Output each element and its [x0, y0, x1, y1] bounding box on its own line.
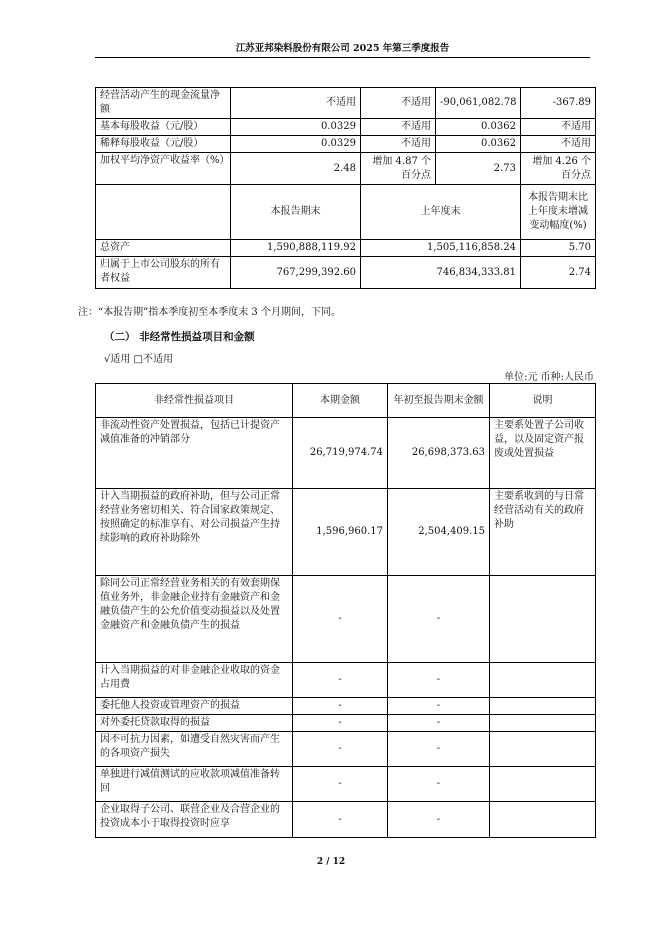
cell-value: -: [388, 698, 490, 715]
row-label: 非流动性资产处置损益，包括已计提资产减值准备的冲销部分: [96, 418, 293, 489]
row-label: 稀释每股收益（元/股）: [96, 136, 231, 153]
cell-value: -: [293, 802, 388, 838]
cell-value: -: [293, 715, 388, 732]
table-row: [96, 802, 596, 838]
cell-value: 5.70: [521, 240, 596, 257]
table-row: [96, 489, 596, 576]
column-header: 本期金额: [293, 384, 388, 418]
cell-value: 不适用: [361, 88, 436, 119]
cell-description: 主要系收到的与日常经营活动有关的政府补助: [490, 489, 596, 576]
row-label: 除同公司正常经营业务相关的有效套期保值业务外，非金融企业持有金融资产和金融负债产生的公允价值变动损益以及处置金融资产和金融负债产生的损益: [96, 576, 293, 663]
table-row: [96, 418, 596, 489]
column-header: 年初至报告期末金额: [388, 384, 490, 418]
cell-description: [490, 732, 596, 767]
table-row: [96, 576, 596, 663]
row-label: 对外委托贷款取得的损益: [96, 715, 293, 732]
row-label: 经营活动产生的现金流量净额: [96, 88, 231, 119]
header-rule: [95, 57, 590, 58]
footnote: 注：“本报告期”指本季度初至本季度末 3 个月期间，下同。: [78, 307, 341, 318]
row-label: 基本每股收益（元/股）: [96, 119, 231, 136]
cell-value: 2,504,409.15: [388, 489, 490, 576]
table-row: [96, 698, 596, 715]
cell-value: -: [293, 698, 388, 715]
page-header: 江苏亚邦染料股份有限公司 2025 年第三季度报告: [235, 43, 450, 54]
cell-value: 2.73: [436, 153, 521, 185]
cell-value: 26,719,974.74: [293, 418, 388, 489]
cell-value: -: [293, 576, 388, 663]
cell-value: -: [388, 715, 490, 732]
cell-value: 767,299,392.60: [231, 257, 361, 289]
cell-value: 不适用: [521, 136, 596, 153]
cell-value: -: [293, 663, 388, 698]
cell-value: 0.0362: [436, 136, 521, 153]
cell-value: -: [388, 576, 490, 663]
row-label: 总资产: [96, 240, 231, 257]
cell-value: -367.89: [521, 88, 596, 119]
column-header: 非经常性损益项目: [96, 384, 293, 418]
table-row: [96, 257, 596, 289]
row-label: 加权平均净资产收益率（%）: [96, 153, 231, 185]
table-row: [96, 119, 596, 136]
cell-value: 0.0329: [231, 136, 361, 153]
row-label: 企业取得子公司、联营企业及合营企业的投资成本小于取得投资时应享: [96, 802, 293, 838]
table-row: [96, 663, 596, 698]
cell-value: 2.48: [231, 153, 361, 185]
cell-description: [490, 715, 596, 732]
row-label: 委托他人投资或管理资产的损益: [96, 698, 293, 715]
cell-description: [490, 802, 596, 838]
cell-value: 不适用: [231, 88, 361, 119]
table-row: [96, 240, 596, 257]
table-row: [96, 88, 596, 119]
cell-value: 0.0329: [231, 119, 361, 136]
section-title: （二） 非经常性损益项目和金额: [104, 331, 255, 343]
cell-value: -90,061,082.78: [436, 88, 521, 119]
cell-value: 0.0362: [436, 119, 521, 136]
table-row: [96, 732, 596, 767]
column-header: 说明: [490, 384, 596, 418]
applicability-checkbox-line: √适用 □不适用: [104, 354, 173, 365]
cell-value: 26,698,373.63: [388, 418, 490, 489]
cell-value: 1,596,960.17: [293, 489, 388, 576]
row-label: 单独进行减值测试的应收款项减值准备转回: [96, 767, 293, 802]
column-header: 上年度末: [361, 185, 521, 240]
table-header-row: [96, 384, 596, 418]
empty-cell: [96, 185, 231, 240]
row-label: 计入当期损益的政府补助，但与公司正常经营业务密切相关、符合国家政策规定、按照确定的标准享有、对公司损益产生持续影响的政府补助除外: [96, 489, 293, 576]
cell-value: 1,590,888,119.92: [231, 240, 361, 257]
cell-value: -: [388, 732, 490, 767]
column-header: 本报告期末比上年度末增减变动幅度(%): [521, 185, 596, 240]
row-label: 归属于上市公司股东的所有者权益: [96, 257, 231, 289]
cell-description: [490, 698, 596, 715]
cell-value: -: [388, 663, 490, 698]
cell-value: 增加 4.87 个百分点: [361, 153, 436, 185]
cell-value: -: [388, 767, 490, 802]
table-row: [96, 153, 596, 185]
cell-value: -: [293, 767, 388, 802]
cell-value: 1,505,116,858.24: [361, 240, 521, 257]
cell-value: 2.74: [521, 257, 596, 289]
column-header: 本报告期末: [231, 185, 361, 240]
row-label: 计入当期损益的对非金融企业收取的资金占用费: [96, 663, 293, 698]
table-row: [96, 767, 596, 802]
cell-value: 增加 4.26 个百分点: [521, 153, 596, 185]
table-subheader-row: [96, 185, 596, 240]
cell-description: [490, 767, 596, 802]
table-row: [96, 715, 596, 732]
non-recurring-items-table: [95, 383, 596, 838]
cell-description: [490, 576, 596, 663]
cell-value: -: [293, 732, 388, 767]
cell-description: [490, 663, 596, 698]
page-number: 2 / 12: [316, 857, 346, 867]
cell-value: -: [388, 802, 490, 838]
financial-indicators-table: [95, 87, 596, 289]
cell-description: 主要系处置子公司收益，以及固定资产报废或处置损益: [490, 418, 596, 489]
cell-value: 746,834,333.81: [361, 257, 521, 289]
table-row: [96, 136, 596, 153]
unit-currency-label: 单位:元 币种:人民币: [504, 372, 594, 383]
row-label: 因不可抗力因素，如遭受自然灾害而产生的各项资产损失: [96, 732, 293, 767]
cell-value: 不适用: [521, 119, 596, 136]
cell-value: 不适用: [361, 119, 436, 136]
cell-value: 不适用: [361, 136, 436, 153]
